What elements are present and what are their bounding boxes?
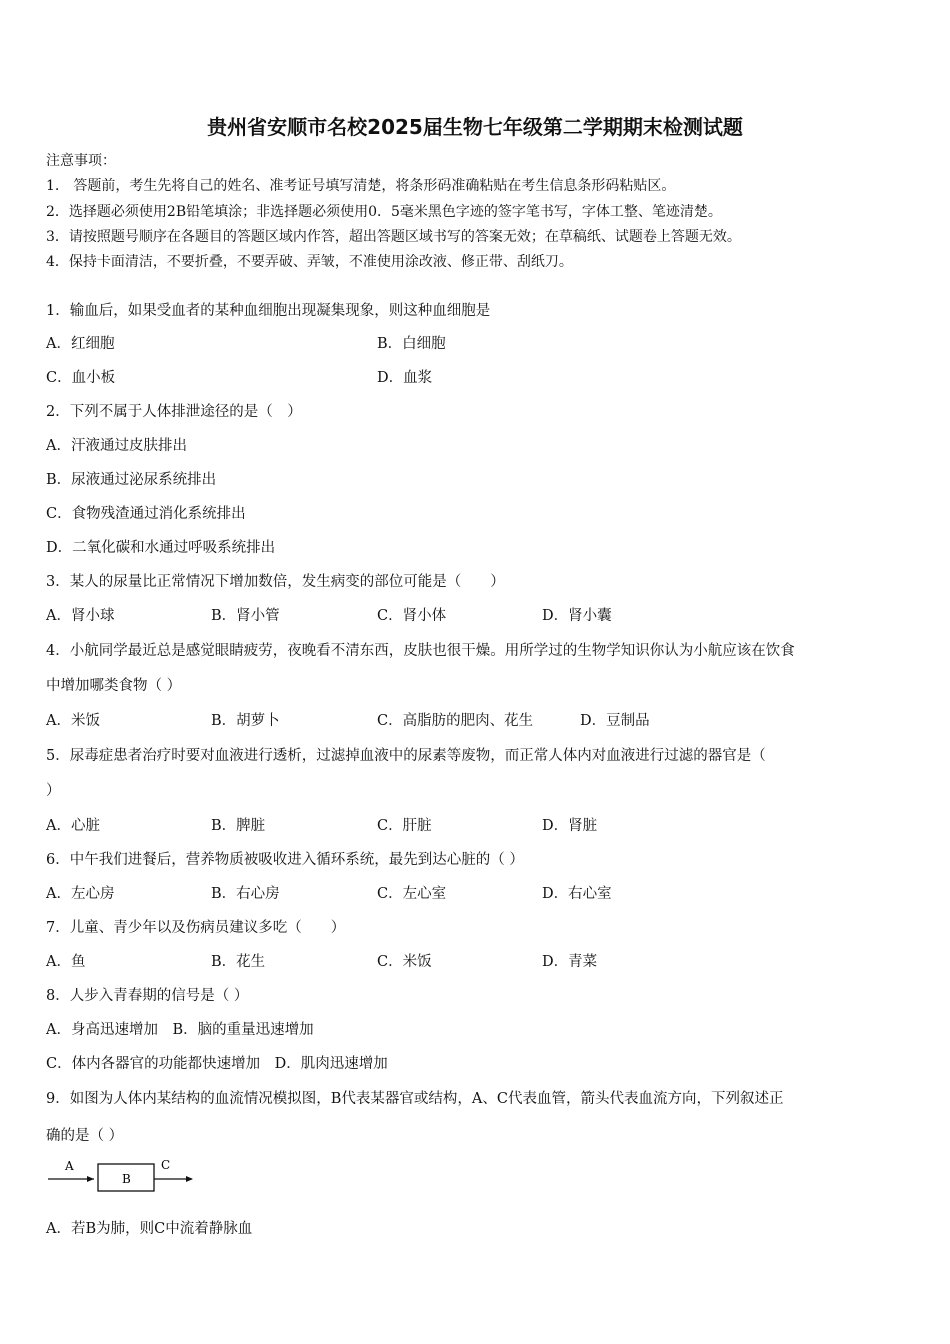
question-3-option-c: C．肾小体 <box>377 608 447 624</box>
question-2-option-c: C．食物残渣通过消化系统排出 <box>46 506 246 522</box>
question-4-option-a: A．米饭 <box>46 713 100 729</box>
question-1-option-d: D．血浆 <box>377 370 433 386</box>
question-2-option-d: D．二氧化碳和水通过呼吸系统排出 <box>46 540 276 556</box>
label-c: C <box>161 1158 171 1172</box>
question-6-option-d: D．右心室 <box>542 886 612 902</box>
question-5-option-d: D．肾脏 <box>542 818 598 834</box>
vessel-a-arrowhead <box>87 1176 94 1182</box>
question-8-stem: 8．人步入青春期的信号是（ ） <box>46 988 249 1004</box>
question-1-option-a: A．红细胞 <box>46 336 115 352</box>
page-title: 贵州省安顺市名校2025届生物七年级第二学期期末检测试题 <box>207 115 743 139</box>
question-5-option-a: A．心脏 <box>46 818 100 834</box>
question-6-stem: 6．中午我们进餐后，营养物质被吸收进入循环系统，最先到达心脏的（ ） <box>46 852 524 868</box>
notice-item-3: 3．请按照题号顺序在各题目的答题区域内作答，超出答题区域书写的答案无效；在草稿纸、试题卷上答题无效。 <box>46 229 741 245</box>
question-3-option-a: A．肾小球 <box>46 608 115 624</box>
notice-item-4: 4．保持卡面清洁，不要折叠，不要弄破、弄皱，不准使用涂改液、修正带、刮纸刀。 <box>46 254 573 270</box>
question-3-option-d: D．肾小囊 <box>542 608 612 624</box>
question-3-stem: 3．某人的尿量比正常情况下增加数倍，发生病变的部位可能是（ ） <box>46 574 505 590</box>
question-5-option-b: B．脾脏 <box>211 818 266 834</box>
question-8-options-ab: A．身高迅速增加 B．脑的重量迅速增加 <box>46 1022 314 1038</box>
question-1-option-c: C．血小板 <box>46 370 116 386</box>
question-2-option-b: B．尿液通过泌尿系统排出 <box>46 472 217 488</box>
notice-heading: 注意事项： <box>46 153 116 169</box>
label-b: B <box>122 1172 131 1186</box>
notice-item-1: 1. 答题前，考生先将自己的姓名、准考证号填写清楚，将条形码准确粘贴在考生信息条形码粘贴区。 <box>46 178 676 194</box>
blood-flow-diagram <box>46 1155 196 1197</box>
vessel-c-arrowhead <box>186 1176 193 1182</box>
question-7-stem: 7．儿童、青少年以及伤病员建议多吃（ ） <box>46 920 346 936</box>
question-6-option-c: C．左心室 <box>377 886 447 902</box>
question-2-option-a: A．汗液通过皮肤排出 <box>46 438 187 454</box>
label-a: A <box>65 1159 74 1173</box>
question-9-stem-line-2: 确的是（ ） <box>46 1128 124 1144</box>
question-3-option-b: B．肾小管 <box>211 608 280 624</box>
question-5-stem-line-2: ） <box>46 783 61 799</box>
question-2-stem: 2．下列不属于人体排泄途径的是（ ） <box>46 404 302 420</box>
question-7-option-b: B．花生 <box>211 954 266 970</box>
question-5-stem-line-1: 5．尿毒症患者治疗时要对血液进行透析，过滤掉血液中的尿素等废物，而正常人体内对血液进行过滤的器官是（ <box>46 748 766 764</box>
question-4-option-b: B．胡萝卜 <box>211 713 280 729</box>
question-4-option-d: D．豆制品 <box>580 713 650 729</box>
question-7-option-a: A．鱼 <box>46 954 86 970</box>
question-4-stem-line-2: 中增加哪类食物（ ） <box>46 678 182 694</box>
notice-item-2: 2．选择题必须使用2B铅笔填涂；非选择题必须使用0．5毫米黑色字迹的签字笔书写，字体工整、笔迹清楚。 <box>46 204 722 220</box>
question-8-options-cd: C．体内各器官的功能都快速增加 D．肌肉迅速增加 <box>46 1056 388 1072</box>
question-9-option-a: A．若B为肺，则C中流着静脉血 <box>46 1221 253 1237</box>
question-6-option-b: B．右心房 <box>211 886 280 902</box>
question-4-option-c: C．高脂肪的肥肉、花生 <box>377 713 534 729</box>
question-1-option-b: B．白细胞 <box>377 336 446 352</box>
question-7-option-d: D．青菜 <box>542 954 598 970</box>
question-7-option-c: C．米饭 <box>377 954 432 970</box>
question-6-option-a: A．左心房 <box>46 886 115 902</box>
question-9-stem-line-1: 9．如图为人体内某结构的血流情况模拟图，B代表某器官或结构，A、C代表血管，箭头代表血流方向，下列叙述正 <box>46 1091 784 1107</box>
question-5-option-c: C．肝脏 <box>377 818 432 834</box>
question-4-stem-line-1: 4．小航同学最近总是感觉眼睛疲劳，夜晚看不清东西，皮肤也很干燥。用所学过的生物学知识你认为小航应该在饮食 <box>46 643 795 659</box>
question-1-stem: 1．输血后，如果受血者的某种血细胞出现凝集现象，则这种血细胞是 <box>46 303 491 319</box>
